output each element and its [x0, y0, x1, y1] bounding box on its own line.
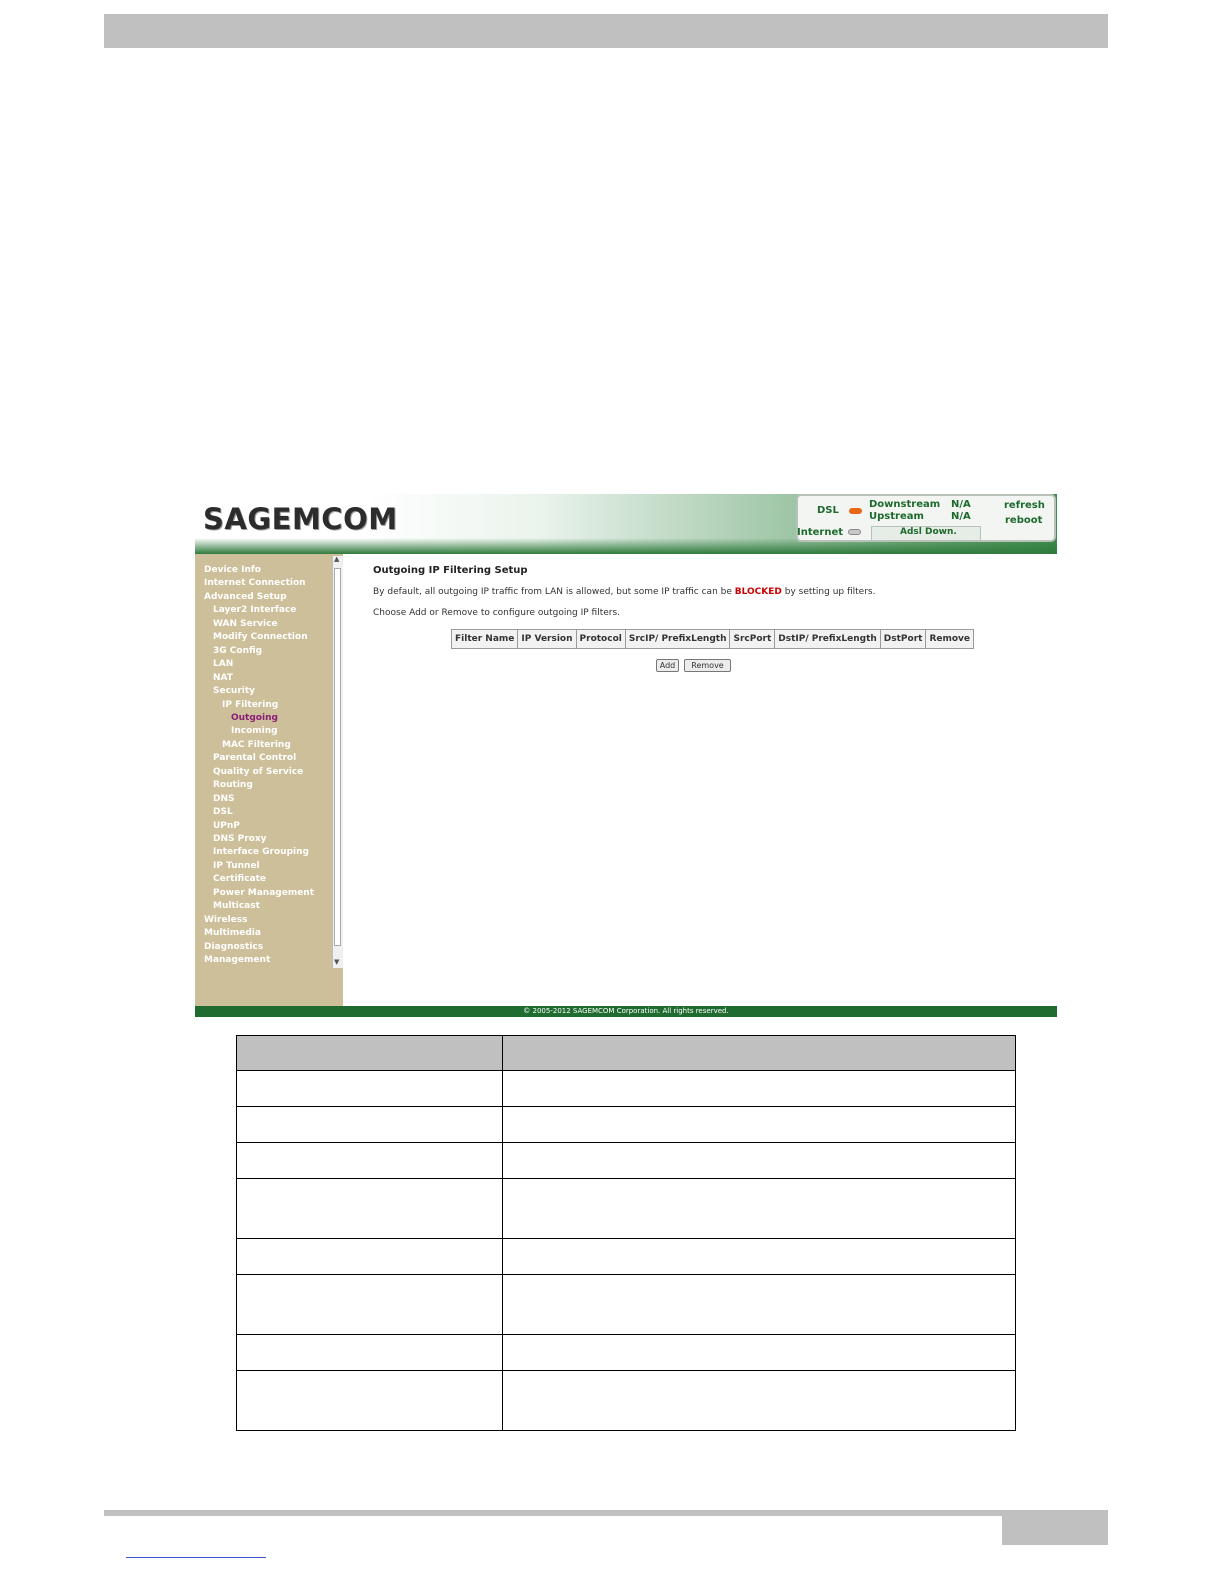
parameter-table-row [237, 1107, 1016, 1143]
sidebar-item[interactable]: Power Management [213, 887, 315, 898]
sidebar-item[interactable]: Modify Connection [213, 632, 308, 643]
sagemcom-logo: SAGEMCOM [203, 502, 398, 536]
description-cell [503, 1036, 1016, 1071]
sidebar-item[interactable]: Security [213, 686, 256, 697]
parameter-cell [237, 1239, 503, 1275]
filter-table-column-header: SrcPort [730, 630, 775, 649]
sidebar-item[interactable]: Parental Control [213, 753, 297, 764]
header-bar [104, 14, 1108, 48]
filter-table-column-header: Remove [926, 630, 974, 649]
sidebar-item[interactable]: IP Tunnel [213, 860, 260, 871]
reboot-link[interactable]: reboot [1005, 515, 1043, 526]
description-cell [503, 1071, 1016, 1107]
description-cell [503, 1143, 1016, 1179]
refresh-link[interactable]: refresh [1004, 500, 1045, 511]
sidebar-item[interactable]: NAT [213, 672, 233, 683]
filter-table-column-header: Filter Name [452, 630, 518, 649]
page-number-box [1002, 1510, 1108, 1545]
sidebar-item[interactable]: DNS Proxy [213, 834, 267, 844]
sidebar-item[interactable]: WAN Service [213, 618, 278, 629]
sidebar-item[interactable]: DNS [213, 793, 235, 804]
filter-table-column-header: DstPort [880, 630, 926, 649]
parameter-table-row [237, 1275, 1016, 1335]
blocked-word: BLOCKED [734, 587, 782, 597]
sidebar-item[interactable]: MAC Filtering [222, 739, 291, 750]
parameter-table-row [237, 1179, 1016, 1239]
description-cell [503, 1275, 1016, 1335]
parameter-cell [237, 1107, 503, 1143]
dsl-led-icon [849, 508, 862, 514]
downstream-value: N/A [951, 499, 971, 510]
sidebar-item[interactable]: Outgoing [231, 712, 278, 723]
parameter-cell [237, 1036, 503, 1071]
sidebar-item[interactable]: Quality of Service [213, 766, 304, 777]
sidebar-item[interactable]: Multicast [213, 901, 260, 912]
parameter-cell [237, 1371, 503, 1431]
footer-link-underline[interactable] [126, 1557, 266, 1558]
upstream-label: Upstream [869, 511, 924, 522]
downstream-label: Downstream [869, 499, 941, 510]
parameter-cell [237, 1143, 503, 1179]
scroll-down-icon[interactable]: ▼ [334, 958, 340, 966]
sidebar-item[interactable]: IP Filtering [222, 699, 279, 710]
sidebar-item[interactable]: LAN [213, 659, 234, 670]
parameter-table-row [237, 1239, 1016, 1275]
sidebar-item[interactable]: 3G Config [213, 645, 263, 656]
scroll-up-icon[interactable]: ▲ [334, 555, 340, 563]
adsl-status: Adsl Down. [900, 527, 957, 537]
parameter-table [236, 1035, 1016, 1431]
footer-bar [104, 1510, 1108, 1516]
sidebar-item[interactable]: Interface Grouping [213, 847, 309, 858]
sidebar-item[interactable]: DSL [213, 807, 233, 818]
parameter-cell [237, 1335, 503, 1371]
parameter-table-body [237, 1036, 1016, 1431]
parameter-cell [237, 1071, 503, 1107]
description-cell [503, 1371, 1016, 1431]
filter-table-column-header: SrcIP/ PrefixLength [625, 630, 730, 649]
description-cell [503, 1239, 1016, 1275]
parameter-table-row [237, 1071, 1016, 1107]
sidebar-item[interactable]: Internet Connection [204, 578, 306, 589]
internet-label: Internet [797, 527, 844, 538]
sidebar-item[interactable]: Routing [213, 780, 253, 791]
sidebar-item[interactable]: Incoming [231, 726, 278, 737]
description-cell [503, 1179, 1016, 1239]
default-policy-text-start: By default, all outgoing IP traffic from LAN is allowed, but some IP traffic can be [373, 587, 735, 597]
default-policy-text-end: by setting up filters. [781, 587, 876, 597]
parameter-table-row [237, 1371, 1016, 1431]
filter-table [451, 629, 974, 649]
internet-led-icon [848, 529, 861, 535]
sidebar-item[interactable]: UPnP [213, 820, 240, 831]
filter-table-column-header: IP Version [518, 630, 576, 649]
description-cell [503, 1107, 1016, 1143]
sidebar-item[interactable]: Diagnostics [204, 941, 264, 952]
sidebar-item[interactable]: Multimedia [204, 928, 261, 939]
remove-button[interactable]: Remove [684, 659, 731, 672]
scrollbar-thumb[interactable] [334, 568, 341, 946]
add-button[interactable]: Add [656, 659, 679, 672]
parameter-cell [237, 1275, 503, 1335]
parameter-table-row [237, 1143, 1016, 1179]
page-title: Outgoing IP Filtering Setup [373, 565, 528, 576]
sidebar-item[interactable]: Management [204, 955, 271, 966]
copyright-text: © 2005-2012 SAGEMCOM Corporation. All rights reserved. [523, 1007, 729, 1015]
sidebar-item[interactable]: Device Info [204, 565, 261, 575]
adsl-status-box [871, 526, 981, 541]
filter-table-header [452, 630, 974, 649]
router-screenshot [195, 494, 1057, 1017]
instruction-text: Choose Add or Remove to configure outgoing IP filters. [373, 608, 621, 618]
parameter-table-row [237, 1335, 1016, 1371]
filter-table-column-header: DstIP/ PrefixLength [775, 630, 881, 649]
sidebar-item[interactable]: Wireless [204, 914, 248, 925]
parameter-cell [237, 1179, 503, 1239]
description-cell [503, 1335, 1016, 1371]
sidebar-item[interactable]: Layer2 Interface [213, 605, 297, 616]
parameter-table-header [237, 1036, 1016, 1071]
sidebar-item[interactable]: Certificate [213, 874, 267, 885]
dsl-label: DSL [817, 505, 839, 516]
upstream-value: N/A [951, 511, 971, 522]
sidebar-item[interactable]: Advanced Setup [204, 591, 287, 602]
default-policy-text [373, 587, 875, 597]
filter-table-column-header: Protocol [576, 630, 625, 649]
